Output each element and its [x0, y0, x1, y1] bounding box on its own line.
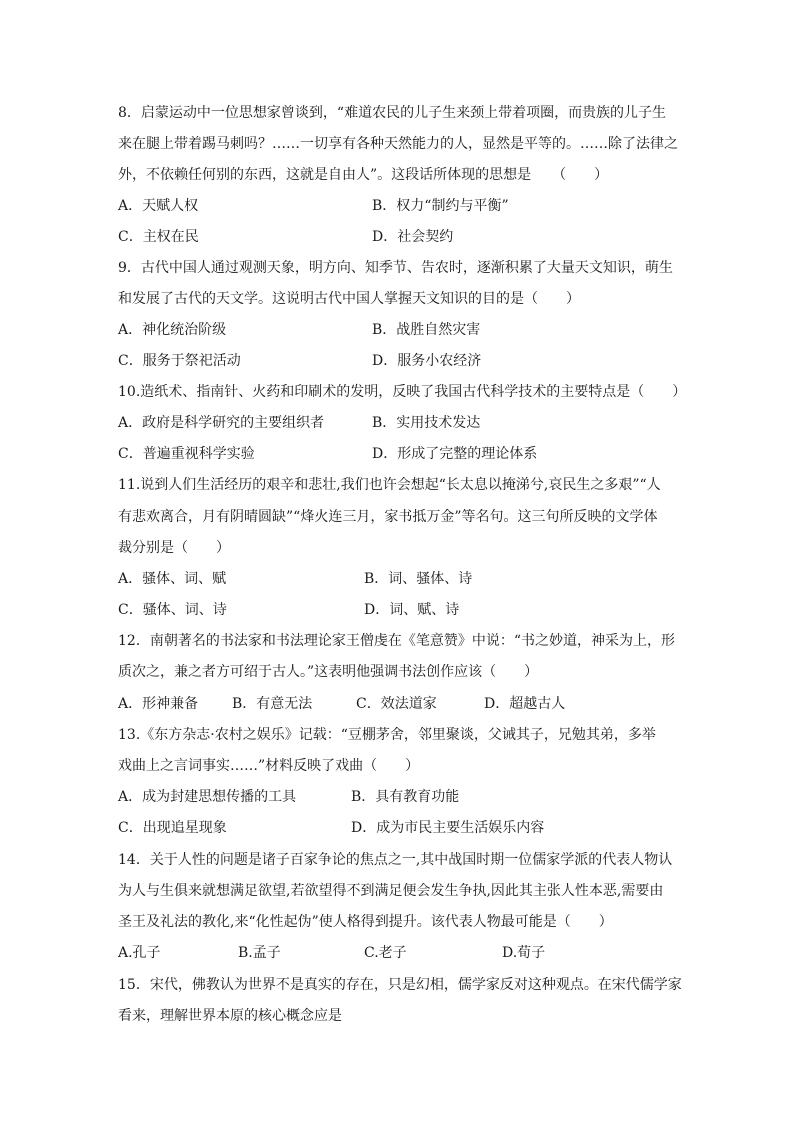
q10-option-a: A．政府是科学研究的主要组织者 — [118, 415, 325, 431]
q8-option-d: D．社会契约 — [372, 229, 454, 245]
q14-option-c: C.老子 — [364, 945, 407, 961]
q15-line-1: 15．宋代，佛教认为世界不是真实的存在，只是幻相，儒学家反对这种观点。在宋代儒学家 — [118, 977, 682, 993]
q12-line-2: 质次之，兼之者方可绍于古人。”这表明他强调书法创作应该（ ） — [118, 664, 539, 680]
q13-line-1: 13.《东方杂志·农村之娱乐》记载：“豆棚茅舍，邻里聚谈，父诫其子，兄勉其弟，多举 — [118, 727, 656, 743]
q15-line-2: 看来，理解世界本原的核心概念应是 — [118, 1008, 342, 1024]
q11-option-d: D．词、赋、诗 — [364, 602, 460, 618]
q10-option-d: D．形成了完整的理论体系 — [372, 446, 538, 462]
q9-option-d: D．服务小农经济 — [372, 353, 482, 369]
q11-line-1: 11.说到人们生活经历的艰辛和悲壮,我们也许会想起“长太息以掩涕兮,哀民生之多艰”“人 — [118, 477, 661, 493]
q12-option-d: D．超越古人 — [484, 696, 566, 712]
q8-option-b: B．权力“制约与平衡” — [372, 198, 509, 214]
q11-option-b: B．词、骚体、诗 — [364, 571, 473, 587]
q9-option-b: B．战胜自然灾害 — [372, 322, 481, 338]
q8-line-2: 来在腿上带着踢马刺吗？……一切享有各种天然能力的人，显然是平等的。……除了法律之 — [118, 136, 678, 152]
q9-option-c: C．服务于祭祀活动 — [118, 353, 241, 369]
q10-line-1: 10.造纸术、指南针、火药和印刷术的发明，反映了我国古代科学技术的主要特点是（ ） — [118, 384, 687, 400]
q9-line-1: 9．古代中国人通过观测天象，明方向、知季节、告农时，逐渐积累了大量天文知识，萌生 — [118, 260, 673, 276]
q11-line-2: 有悲欢离合，月有阴晴圆缺”“烽火连三月，家书抵万金”等名句。这三句所反映的文学体 — [118, 509, 658, 525]
q13-line-2: 戏曲上之言词事实……”材料反映了戏曲（ ） — [118, 758, 420, 774]
q14-option-a: A.孔子 — [118, 945, 161, 961]
q13-option-c: C．出现追星现象 — [118, 820, 227, 836]
q13-option-b: B．具有教育功能 — [351, 789, 460, 805]
q11-line-3: 裁分别是（ ） — [118, 540, 230, 556]
q12-option-a: A．形神兼备 — [118, 696, 199, 712]
q12-line-1: 12．南朝著名的书法家和书法理论家王僧虔在《笔意赞》中说：“书之妙道，神采为上，形 — [118, 633, 675, 649]
q12-option-b: B．有意无法 — [232, 696, 313, 712]
q9-line-2: 和发展了古代的天文学。这说明古代中国人掌握天文知识的目的是（ ） — [118, 291, 580, 307]
q12-option-c: C．效法道家 — [356, 696, 437, 712]
q8-line-1: 8．启蒙运动中一位思想家曾谈到，“难道农民的儿子生来颈上带着项圈，而贵族的儿子生 — [118, 105, 667, 121]
q14-line-2: 为人与生俱来就想满足欲望,若欲望得不到满足便会发生争执,因此其主张人性本恶,需要由 — [118, 883, 664, 899]
q8-option-c: C．主权在民 — [118, 229, 199, 245]
q9-option-a: A．神化统治阶级 — [118, 322, 227, 338]
q11-option-c: C．骚体、词、诗 — [118, 602, 227, 618]
q10-option-b: B．实用技术发达 — [372, 415, 481, 431]
q11-option-a: A．骚体、词、赋 — [118, 571, 227, 587]
q14-line-3: 圣王及礼法的教化,来“化性起伪”使人格得到提升。该代表人物最可能是（ ） — [118, 914, 613, 930]
q8-line-3: 外，不依赖任何别的东西，这就是自由人”。这段话所体现的思想是 （ ） — [118, 167, 609, 183]
q13-option-d: D．成为市民主要生活娱乐内容 — [351, 820, 545, 836]
q14-option-b: B.孟子 — [238, 945, 281, 961]
q13-option-a: A．成为封建思想传播的工具 — [118, 789, 297, 805]
q14-option-d: D.荀子 — [502, 945, 546, 961]
q8-option-a: A．天赋人权 — [118, 198, 199, 214]
q14-line-1: 14．关于人性的问题是诸子百家争论的焦点之一,其中战国时期一位儒家学派的代表人物认 — [118, 852, 673, 868]
q10-option-c: C．普遍重视科学实验 — [118, 446, 255, 462]
